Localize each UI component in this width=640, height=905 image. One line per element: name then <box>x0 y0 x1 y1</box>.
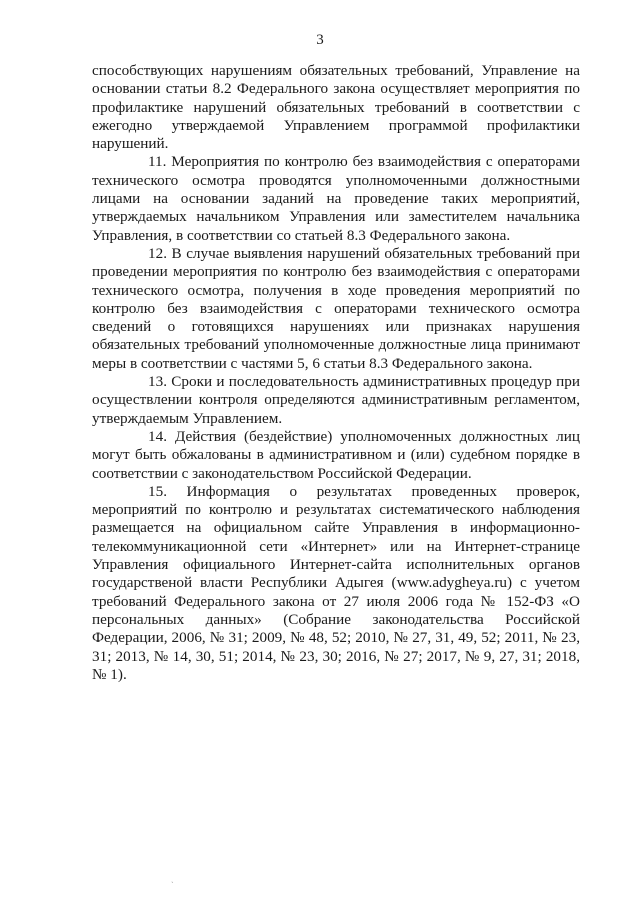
scan-speck: ˎ <box>171 874 174 883</box>
page-number: 3 <box>316 32 324 48</box>
paragraph-continuation: способствующих нарушениям обязательных требований, Управление на основании статьи 8.2 Федерального закона осуществляет мероприятия по профилактике нарушений обязательных требований в соответствии с ежегодно утверждаемой Управлением программой профилактики нарушений. <box>92 62 580 153</box>
paragraph-11: 11. Мероприятия по контролю без взаимодействия с операторами технического осмотра проводятся уполномоченными должностными лицами на основании заданий на проведение таких мероприятий, утверждаемых начальником Управления или заместителем начальника Управления, в соответствии со статьей 8.3 Федерального закона. <box>92 153 580 244</box>
paragraph-15: 15. Информация о результатах проведенных проверок, мероприятий по контролю и результатах систематического наблюдения размещается на официальном сайте Управления в информационно-телекоммуникационной сети «Интернет» или на Интернет-странице Управления официального Интернет-сайта исполнительных органов государственой власти Республики Адыгея (www.adygheya.ru) с учетом требований Федерального закона от 27 июля 2006 года № 152-ФЗ «О персональных данных» (Собрание законодательства Российской Федерации, 2006, № 31; 2009, № 48, 52; 2010, № 27, 31, 49, 52; 2011, № 23, 31; 2013, № 14, 30, 51; 2014, № 23, 30; 2016, № 27; 2017, № 9, 27, 31; 2018, № 1). <box>92 482 580 683</box>
paragraph-12: 12. В случае выявления нарушений обязательных требований при проведении мероприятия по контролю без взаимодействия с операторами технического осмотра, получения в ходе проведения мероприятий по контролю без взаимодействия с операторами технического осмотра сведений о готовящихся нарушениях или признаках нарушения обязательных требований уполномоченные должностные лица принимают меры в соответствии с частями 5, 6 статьи 8.3 Федерального закона. <box>92 244 580 372</box>
document-body <box>92 62 580 684</box>
paragraph-14: 14. Действия (бездействие) уполномоченных должностных лиц могут быть обжалованы в административном и (или) судебном порядке в соответствии с законодательством Российской Федерации. <box>92 427 580 482</box>
paragraph-13: 13. Сроки и последовательность административных процедур при осуществлении контроля определяются административным регламентом, утверждаемым Управлением. <box>92 373 580 427</box>
